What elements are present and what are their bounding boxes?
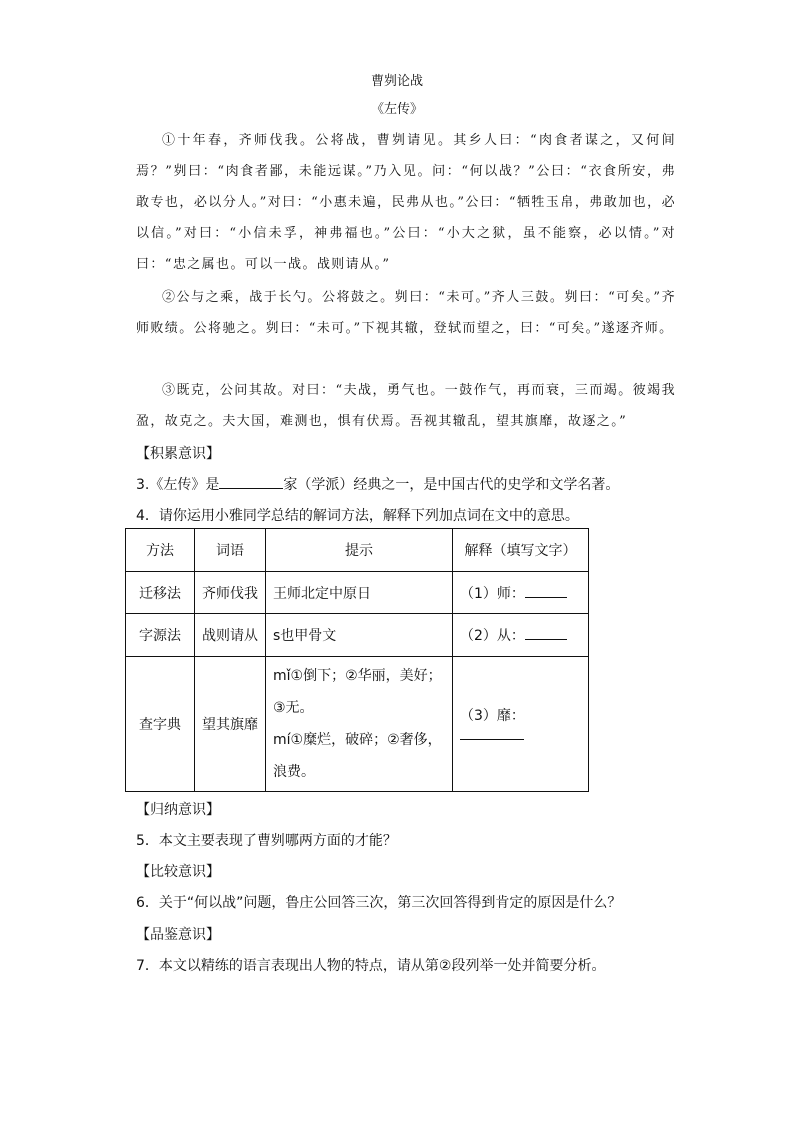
section-heading-compare: 【比较意识】 xyxy=(136,864,220,880)
passage-source: 《左传》 xyxy=(370,102,423,117)
passage-title: 曹刿论战 xyxy=(370,74,423,89)
question-3-suffix: 家（学派）经典之一，是中国古代的史学和文学名著。 xyxy=(283,477,620,493)
section-heading-appreciate: 【品鉴意识】 xyxy=(136,927,220,943)
answer-blank-q3[interactable] xyxy=(219,474,283,489)
question-3-prefix: 3.《左传》是 xyxy=(136,477,220,493)
header-method: 方法 xyxy=(126,529,195,572)
answer-label: （3）靡： xyxy=(460,707,525,724)
word-cell: 战则请从 xyxy=(195,614,266,657)
answer-blank-mi[interactable] xyxy=(460,725,524,740)
word-cell: 望其旗靡 xyxy=(195,657,266,792)
question-6: 6．关于“何以战”问题，鲁庄公回答三次，第三次回答得到肯定的原因是什么？ xyxy=(136,895,622,911)
table-row xyxy=(126,614,589,657)
answer-cell xyxy=(453,572,589,614)
answer-label: （2）从： xyxy=(460,628,525,644)
method-cell: 字源法 xyxy=(126,614,195,657)
answer-label: （1）师： xyxy=(460,585,525,602)
hint-cell xyxy=(266,657,453,792)
paragraph-text: ②公与之乘，战于长勺。公将鼓之。刿曰：“未可。”齐人三鼓。刿曰：“可矣。”齐师败绩。公将驰之。刿曰：“未可。”下视其辙，登轼而望之，曰：“可矣。”遂逐齐师。 xyxy=(136,290,676,336)
question-3 xyxy=(136,474,619,494)
hint-cell: 王师北定中原日 xyxy=(266,572,453,614)
answer-cell xyxy=(453,614,589,657)
hint-cell: s也甲骨文 xyxy=(266,614,453,657)
word-cell: 齐师伐我 xyxy=(195,572,266,614)
hint-line: ③无。 xyxy=(273,700,314,716)
section-heading-summarize: 【归纳意识】 xyxy=(136,802,220,818)
paragraph-text: ③既克，公问其故。对曰：“夫战，勇气也。一鼓作气，再而衰，三而竭。彼竭我盈，故克之。夫大国，难测也，惧有伏焉。吾视其辙乱，望其旗靡，故逐之。” xyxy=(136,383,676,429)
question-7: 7．本文以精练的语言表现出人物的特点，请从第②段列举一处并简要分析。 xyxy=(136,958,606,974)
question-5: 5．本文主要表现了曹刿哪两方面的才能？ xyxy=(136,833,397,849)
answer-blank-shi[interactable] xyxy=(525,583,567,598)
hint-line: mǐ①倒下；②华丽，美好； xyxy=(273,668,442,684)
method-cell: 迁移法 xyxy=(126,572,195,614)
hint-line: 浪费。 xyxy=(273,764,315,780)
answer-cell xyxy=(453,657,589,792)
answer-blank-cong[interactable] xyxy=(525,625,567,640)
header-hint: 提示 xyxy=(266,529,453,572)
section-heading-accumulate: 【积累意识】 xyxy=(136,446,220,462)
passage-paragraph-3 xyxy=(136,375,676,437)
table-header-row xyxy=(126,529,589,572)
header-answer: 解释（填写文字） xyxy=(453,529,589,572)
paragraph-text: ①十年春，齐师伐我。公将战，曹刿请见。其乡人曰：“肉食者谋之，又何间焉？”刿曰：“肉食者鄙，未能远谋。”乃入见。问：“何以战？”公曰：“衣食所安，弗敢专也，必以分人。”对曰：“小惠未遍，民弗从也。”公曰：“牺牲玉帛，弗敢加也，必以信。”对曰：“小信未孚，神弗福也。”公曰：“小大之狱，虽不能察，必以情。”对曰：“忠之属也。可以一战。战则请从。” xyxy=(136,133,676,272)
passage-paragraph-2 xyxy=(136,282,676,344)
table-row xyxy=(126,572,589,614)
table-row xyxy=(126,657,589,792)
method-cell: 查字典 xyxy=(126,657,195,792)
hint-line: mí①糜烂，破碎；②奢侈， xyxy=(273,732,442,748)
header-word: 词语 xyxy=(195,529,266,572)
word-meaning-table xyxy=(125,528,589,792)
passage-paragraph-1 xyxy=(136,125,676,280)
question-4: 4．请你运用小雅同学总结的解词方法，解释下列加点词在文中的意思。 xyxy=(136,508,579,524)
